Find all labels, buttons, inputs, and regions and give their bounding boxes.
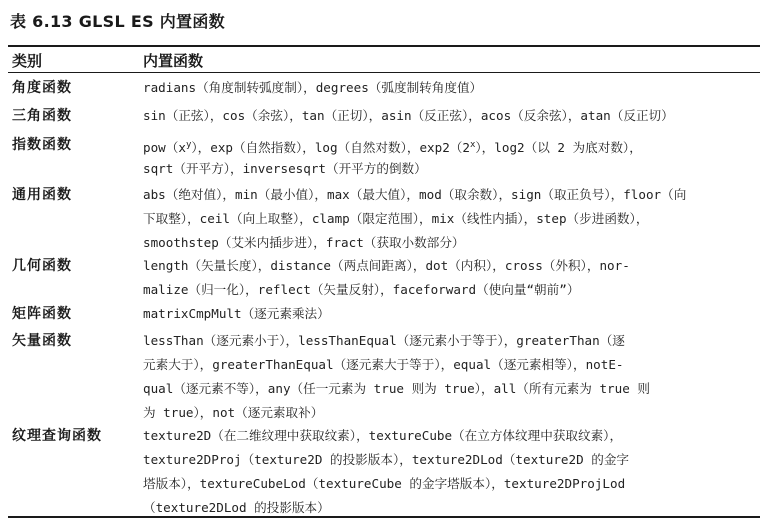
description-line: $pow(x^y)$，exp（自然指数），log（自然对数），exp2（2$^x$），log2（以 2 为底对数）， (143, 140, 642, 155)
row-description (143, 254, 758, 302)
table-top-rule (8, 45, 760, 47)
superscript: x (469, 140, 476, 150)
table-caption: 表 6.13 GLSL ES 内置函数 (10, 12, 225, 31)
header-category: 类别 (12, 52, 43, 70)
row-category: 三角函数 (12, 108, 72, 124)
row-description (143, 302, 758, 326)
row-category: 矢量函数 (12, 333, 72, 349)
description-line: 塔版本），textureCubeLod（textureCube 的金字塔版本），texture2DProjLod (143, 476, 626, 491)
description-line: qual（逐元素不等），any（任一元素为 true 则为 true），all（所有元素为 true 则 (143, 381, 650, 396)
row-category: 通用函数 (12, 187, 72, 203)
description-line: lessThan（逐元素小于），lessThanEqual（逐元素小于等于），greaterThan（逐 (143, 333, 625, 348)
row-description (143, 329, 758, 425)
description-line: 下取整），ceil（向上取整），clamp（限定范围），mix（线性内插），step（步进函数）， (143, 211, 649, 226)
row-category: 几何函数 (12, 258, 72, 274)
row-description (143, 424, 758, 520)
description-line: sin（正弦），cos（余弦），tan（正切），asin（反正弦），acos（反余弦），atan（反正切） (143, 108, 674, 123)
description-line: smoothstep（艾米内插步进），fract（获取小数部分） (143, 235, 465, 250)
row-description (143, 104, 758, 128)
row-description (143, 183, 758, 255)
header-functions: 内置函数 (143, 52, 204, 70)
description-line: length（矢量长度），distance（两点间距离），dot（内积），cross（外积），nor- (143, 258, 630, 273)
description-line: 元素大于），greaterThanEqual（逐元素大于等于），equal（逐元素相等），notE- (143, 357, 624, 372)
row-category: 指数函数 (12, 137, 72, 153)
table-header-rule (8, 72, 760, 73)
row-description (143, 133, 758, 181)
row-category: 纹理查询函数 (12, 428, 102, 444)
description-line: radians（角度制转弧度制），degrees（弧度制转角度值） (143, 80, 483, 95)
description-line: texture2DProj（texture2D 的投影版本），texture2DLod（texture2D 的金字 (143, 452, 630, 467)
row-category: 角度函数 (12, 80, 72, 96)
description-line: sqrt（开平方），inversesqrt（开平方的倒数） (143, 161, 427, 176)
description-line: 为 true），not（逐元素取补） (143, 405, 324, 420)
table-bottom-rule (8, 516, 760, 518)
description-line: malize（归一化），reflect（矢量反射），faceforward（使向量“朝前”） (143, 282, 580, 297)
superscript: y (185, 140, 192, 150)
description-line: abs（绝对值），min（最小值），max（最大值），mod（取余数），sign（取正负号），floor（向 (143, 187, 687, 202)
description-line: texture2D（在二维纹理中获取纹素），textureCube（在立方体纹理中获取纹素）， (143, 428, 623, 443)
description-line: （texture2DLod 的投影版本） (143, 500, 330, 515)
row-description (143, 76, 758, 100)
description-line: matrixCmpMult（逐元素乘法） (143, 306, 330, 321)
row-category: 矩阵函数 (12, 306, 72, 322)
